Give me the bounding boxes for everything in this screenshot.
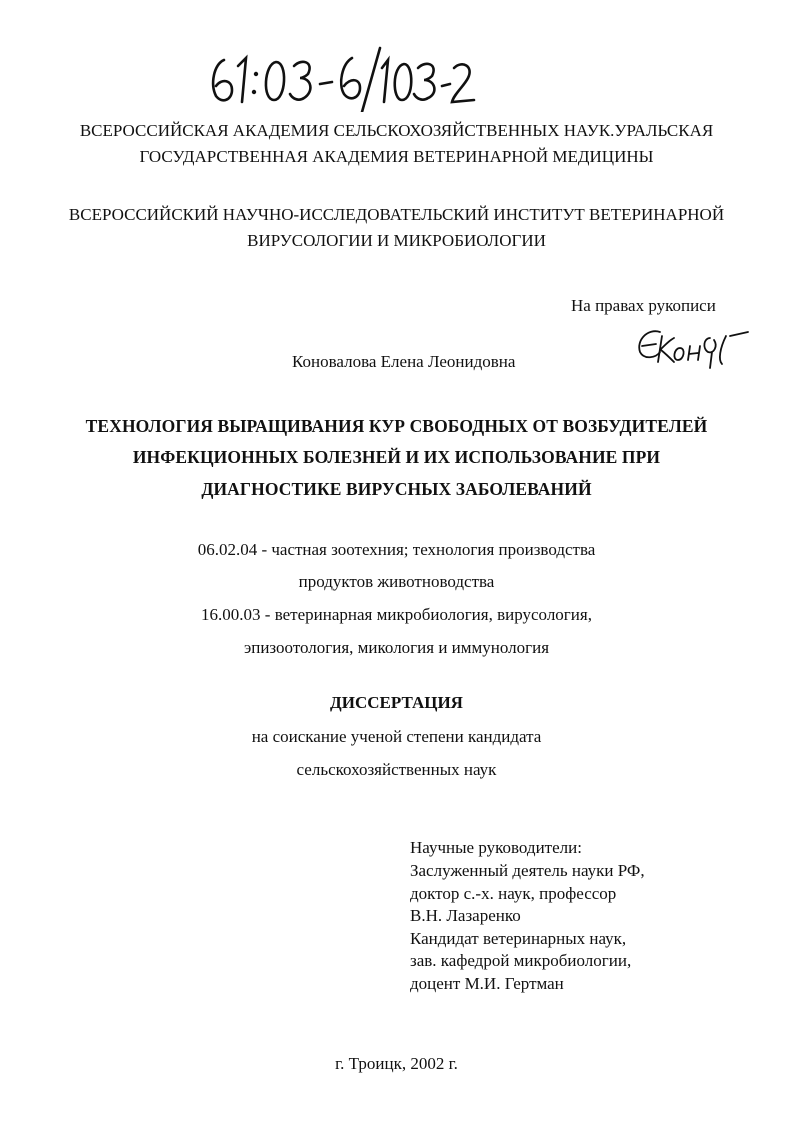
dissertation-title-line-2: ИНФЕКЦИОННЫХ БОЛЕЗНЕЙ И ИХ ИСПОЛЬЗОВАНИЕ ПРИ bbox=[132, 447, 661, 467]
organization-line-1: ВСЕРОССИЙСКАЯ АКАДЕМИЯ СЕЛЬСКОХОЗЯЙСТВЕННЫХ НАУК.УРАЛЬСКАЯ bbox=[79, 121, 714, 140]
specialty-2-line-1: 16.00.03 - ветеринарная микробиология, вирусология, bbox=[201, 605, 592, 624]
handwritten-code-graphic bbox=[196, 42, 476, 112]
organization-line-2: ГОСУДАРСТВЕННАЯ АКАДЕМИЯ ВЕТЕРИНАРНОЙ МЕДИЦИНЫ bbox=[139, 147, 654, 166]
institute-line-2: ВИРУСОЛОГИИ И МИКРОБИОЛОГИИ bbox=[247, 231, 546, 250]
signature-graphic bbox=[630, 318, 750, 374]
institute-line-1: ВСЕРОССИЙСКИЙ НАУЧНО-ИССЛЕДОВАТЕЛЬСКИЙ ИНСТИТУТ ВЕТЕРИНАРНОЙ bbox=[68, 205, 725, 224]
rights-note: На правах рукописи bbox=[571, 296, 716, 315]
supervisors-heading: Научные руководители: bbox=[410, 838, 582, 857]
city-year: г. Троицк, 2002 г. bbox=[335, 1054, 458, 1073]
author-name: Коновалова Елена Леонидовна bbox=[292, 352, 516, 371]
dissertation-label: ДИССЕРТАЦИЯ bbox=[330, 693, 463, 712]
supervisor-line-4: Кандидат ветеринарных наук, bbox=[410, 929, 627, 948]
degree-line-2: сельскохозяйственных наук bbox=[296, 760, 497, 779]
specialty-1-line-2: продуктов животноводства bbox=[298, 572, 495, 591]
specialty-1-line-1: 06.02.04 - частная зоотехния; технология производства bbox=[197, 540, 596, 559]
supervisor-line-3: В.Н. Лазаренко bbox=[410, 906, 521, 925]
dissertation-title-line-3: ДИАГНОСТИКЕ ВИРУСНЫХ ЗАБОЛЕВАНИЙ bbox=[201, 479, 592, 499]
handwritten-catalog-code bbox=[196, 42, 476, 117]
supervisor-line-2: доктор с.-х. наук, профессор bbox=[410, 884, 617, 903]
supervisor-line-5: зав. кафедрой микробиологии, bbox=[410, 951, 632, 970]
supervisor-line-6: доцент М.И. Гертман bbox=[410, 974, 564, 993]
supervisor-line-1: Заслуженный деятель науки РФ, bbox=[410, 861, 645, 880]
dissertation-title-line-1: ТЕХНОЛОГИЯ ВЫРАЩИВАНИЯ КУР СВОБОДНЫХ ОТ ВОЗБУДИТЕЛЕЙ bbox=[85, 416, 708, 436]
author-signature bbox=[630, 318, 750, 379]
degree-line-1: на соискание ученой степени кандидата bbox=[251, 727, 542, 746]
specialty-2-line-2: эпизоотология, микология и иммунология bbox=[243, 638, 550, 657]
